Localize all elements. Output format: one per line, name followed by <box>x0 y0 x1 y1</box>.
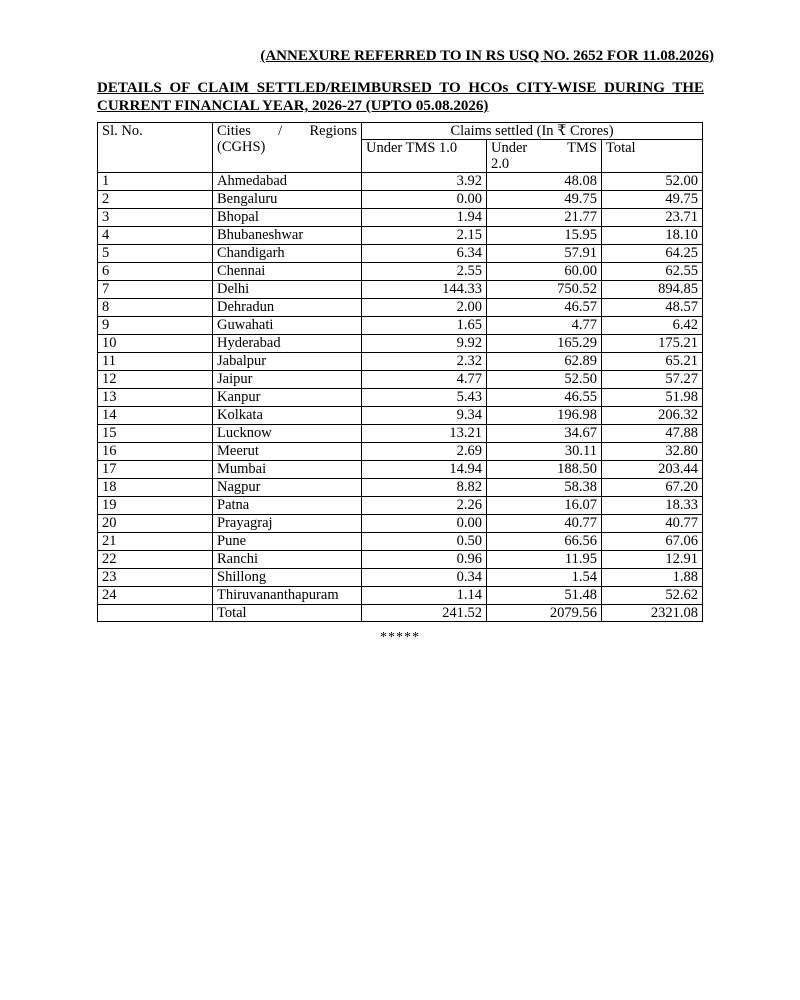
cell-tms1: 0.34 <box>362 569 487 587</box>
cell-sl-no: 8 <box>98 299 213 317</box>
cell-tms2: 188.50 <box>487 461 602 479</box>
header-tms2-under: Under <box>491 140 528 156</box>
cell-tms1: 6.34 <box>362 245 487 263</box>
cell-tms2: 165.29 <box>487 335 602 353</box>
total-row-tms1: 241.52 <box>362 605 487 622</box>
table-row <box>98 281 703 299</box>
cell-city: Lucknow <box>213 425 362 443</box>
cell-tms2: 15.95 <box>487 227 602 245</box>
table-row <box>98 569 703 587</box>
cell-tms1: 9.92 <box>362 335 487 353</box>
cell-city: Thiruvananthapuram <box>213 587 362 605</box>
cell-sl-no: 4 <box>98 227 213 245</box>
cell-total: 12.91 <box>602 551 703 569</box>
cell-total: 40.77 <box>602 515 703 533</box>
cell-sl-no: 24 <box>98 587 213 605</box>
cell-sl-no: 6 <box>98 263 213 281</box>
cell-tms1: 4.77 <box>362 371 487 389</box>
cell-total: 23.71 <box>602 209 703 227</box>
table-row <box>98 497 703 515</box>
cell-city: Jabalpur <box>213 353 362 371</box>
table-body <box>98 173 703 605</box>
cell-city: Kanpur <box>213 389 362 407</box>
total-row-label: Total <box>213 605 362 622</box>
table-row <box>98 425 703 443</box>
cell-total: 206.32 <box>602 407 703 425</box>
table-header <box>98 123 703 173</box>
cell-city: Jaipur <box>213 371 362 389</box>
cell-tms1: 2.32 <box>362 353 487 371</box>
cell-tms2: 30.11 <box>487 443 602 461</box>
cell-tms2: 46.57 <box>487 299 602 317</box>
cell-tms1: 1.65 <box>362 317 487 335</box>
cell-city: Ranchi <box>213 551 362 569</box>
cell-total: 67.06 <box>602 533 703 551</box>
cell-tms2: 48.08 <box>487 173 602 191</box>
cell-sl-no: 3 <box>98 209 213 227</box>
cell-sl-no: 5 <box>98 245 213 263</box>
header-tms1: Under TMS 1.0 <box>362 140 487 173</box>
cell-sl-no: 19 <box>98 497 213 515</box>
cell-tms2: 60.00 <box>487 263 602 281</box>
claims-table <box>97 122 703 622</box>
cell-city: Prayagraj <box>213 515 362 533</box>
cell-tms1: 2.15 <box>362 227 487 245</box>
cell-total: 32.80 <box>602 443 703 461</box>
header-regions-word: Regions <box>309 123 357 139</box>
cell-sl-no: 12 <box>98 371 213 389</box>
table-row <box>98 335 703 353</box>
cell-tms1: 0.00 <box>362 191 487 209</box>
cell-sl-no: 13 <box>98 389 213 407</box>
cell-city: Ahmedabad <box>213 173 362 191</box>
cell-tms2: 196.98 <box>487 407 602 425</box>
table-row <box>98 371 703 389</box>
header-cghs: (CGHS) <box>217 139 266 155</box>
table-row <box>98 479 703 497</box>
cell-total: 18.33 <box>602 497 703 515</box>
cell-tms2: 750.52 <box>487 281 602 299</box>
table-row <box>98 443 703 461</box>
cell-tms1: 2.00 <box>362 299 487 317</box>
total-row-tms2: 2079.56 <box>487 605 602 622</box>
cell-city: Delhi <box>213 281 362 299</box>
cell-tms1: 144.33 <box>362 281 487 299</box>
cell-city: Bengaluru <box>213 191 362 209</box>
cell-total: 52.00 <box>602 173 703 191</box>
cell-total: 67.20 <box>602 479 703 497</box>
table-row <box>98 263 703 281</box>
cell-city: Nagpur <box>213 479 362 497</box>
cell-city: Guwahati <box>213 317 362 335</box>
cell-total: 18.10 <box>602 227 703 245</box>
cell-tms1: 1.14 <box>362 587 487 605</box>
cell-city: Bhopal <box>213 209 362 227</box>
cell-sl-no: 1 <box>98 173 213 191</box>
cell-sl-no: 20 <box>98 515 213 533</box>
cell-sl-no: 11 <box>98 353 213 371</box>
cell-sl-no: 10 <box>98 335 213 353</box>
total-row-total: 2321.08 <box>602 605 703 622</box>
cell-sl-no: 18 <box>98 479 213 497</box>
cell-tms2: 16.07 <box>487 497 602 515</box>
cell-total: 6.42 <box>602 317 703 335</box>
header-claims-settled: Claims settled (In ₹ Crores) <box>362 123 703 140</box>
header-tms2 <box>487 140 602 173</box>
cell-tms1: 0.50 <box>362 533 487 551</box>
table-row <box>98 173 703 191</box>
cell-city: Pune <box>213 533 362 551</box>
table-row <box>98 461 703 479</box>
cell-tms2: 1.54 <box>487 569 602 587</box>
cell-tms1: 2.69 <box>362 443 487 461</box>
table-row <box>98 317 703 335</box>
table-row <box>98 353 703 371</box>
table-row <box>98 407 703 425</box>
cell-city: Shillong <box>213 569 362 587</box>
cell-sl-no: 21 <box>98 533 213 551</box>
table-row <box>98 551 703 569</box>
cell-tms1: 1.94 <box>362 209 487 227</box>
cell-tms2: 40.77 <box>487 515 602 533</box>
cell-tms1: 2.55 <box>362 263 487 281</box>
cell-tms2: 51.48 <box>487 587 602 605</box>
cell-city: Patna <box>213 497 362 515</box>
cell-total: 49.75 <box>602 191 703 209</box>
cell-sl-no: 22 <box>98 551 213 569</box>
header-tms2-tms: TMS <box>567 140 597 156</box>
cell-city: Meerut <box>213 443 362 461</box>
cell-total: 51.98 <box>602 389 703 407</box>
cell-tms2: 49.75 <box>487 191 602 209</box>
cell-total: 175.21 <box>602 335 703 353</box>
cell-tms2: 58.38 <box>487 479 602 497</box>
cell-total: 48.57 <box>602 299 703 317</box>
cell-sl-no: 7 <box>98 281 213 299</box>
annexure-reference: (ANNEXURE REFERRED TO IN RS USQ NO. 2652 FOR 11.08.2026) <box>260 48 714 64</box>
cell-city: Dehradun <box>213 299 362 317</box>
table-row <box>98 191 703 209</box>
cell-total: 47.88 <box>602 425 703 443</box>
cell-sl-no: 14 <box>98 407 213 425</box>
cell-city: Kolkata <box>213 407 362 425</box>
total-row-sl <box>98 605 213 622</box>
cell-sl-no: 9 <box>98 317 213 335</box>
cell-sl-no: 16 <box>98 443 213 461</box>
end-of-document-mark: ***** <box>380 630 420 645</box>
cell-total: 65.21 <box>602 353 703 371</box>
table-row <box>98 227 703 245</box>
cell-tms2: 11.95 <box>487 551 602 569</box>
cell-total: 1.88 <box>602 569 703 587</box>
cell-tms2: 4.77 <box>487 317 602 335</box>
total-row <box>98 605 703 622</box>
header-total: Total <box>602 140 703 173</box>
cell-city: Bhubaneshwar <box>213 227 362 245</box>
table-row <box>98 245 703 263</box>
cell-total: 203.44 <box>602 461 703 479</box>
cell-tms1: 5.43 <box>362 389 487 407</box>
cell-tms1: 3.92 <box>362 173 487 191</box>
cell-tms1: 0.00 <box>362 515 487 533</box>
cell-sl-no: 23 <box>98 569 213 587</box>
cell-city: Chennai <box>213 263 362 281</box>
cell-tms2: 46.55 <box>487 389 602 407</box>
header-cities-slash: / <box>278 123 283 139</box>
table-row <box>98 533 703 551</box>
cell-tms2: 62.89 <box>487 353 602 371</box>
cell-total: 64.25 <box>602 245 703 263</box>
cell-sl-no: 2 <box>98 191 213 209</box>
cell-tms1: 2.26 <box>362 497 487 515</box>
cell-tms1: 14.94 <box>362 461 487 479</box>
cell-city: Hyderabad <box>213 335 362 353</box>
cell-city: Mumbai <box>213 461 362 479</box>
cell-tms2: 21.77 <box>487 209 602 227</box>
header-cities-word: Cities <box>217 123 251 139</box>
document-heading: DETAILS OF CLAIM SETTLED/REIMBURSED TO HCOs CITY-WISE DURING THE CURRENT FINANCIAL YEAR, 2026-27 (UPTO 05.08.2026) <box>97 80 704 114</box>
header-tms2-version: 2.0 <box>491 156 510 172</box>
cell-total: 894.85 <box>602 281 703 299</box>
table-row <box>98 515 703 533</box>
cell-tms1: 8.82 <box>362 479 487 497</box>
header-sl-no: Sl. No. <box>98 123 213 173</box>
table-row <box>98 587 703 605</box>
cell-sl-no: 17 <box>98 461 213 479</box>
cell-total: 62.55 <box>602 263 703 281</box>
cell-tms2: 66.56 <box>487 533 602 551</box>
cell-tms2: 57.91 <box>487 245 602 263</box>
cell-sl-no: 15 <box>98 425 213 443</box>
table-row <box>98 389 703 407</box>
cell-tms2: 34.67 <box>487 425 602 443</box>
cell-total: 57.27 <box>602 371 703 389</box>
cell-tms2: 52.50 <box>487 371 602 389</box>
cell-tms1: 13.21 <box>362 425 487 443</box>
table-row <box>98 209 703 227</box>
cell-city: Chandigarh <box>213 245 362 263</box>
cell-tms1: 0.96 <box>362 551 487 569</box>
table-row <box>98 299 703 317</box>
cell-total: 52.62 <box>602 587 703 605</box>
cell-tms1: 9.34 <box>362 407 487 425</box>
header-cities <box>213 123 362 173</box>
